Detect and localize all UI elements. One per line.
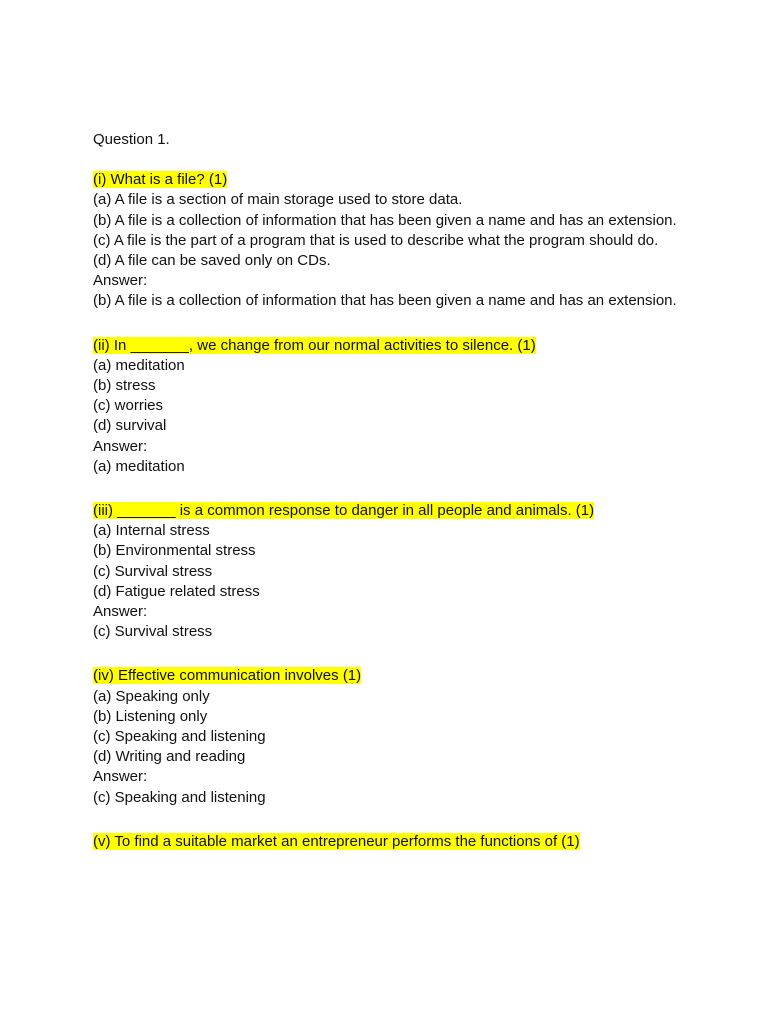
question-option: (b) A file is a collection of information that has been given a name and has an extension. bbox=[93, 211, 677, 229]
question-option: (a) meditation bbox=[93, 356, 185, 374]
question-option: (a) Internal stress bbox=[93, 522, 210, 540]
question-prompt: (iii) _______ is a common response to danger in all people and animals. (1) bbox=[93, 502, 595, 520]
question-option: (b) stress bbox=[93, 377, 156, 395]
answer-label: Answer: bbox=[93, 603, 148, 621]
question-option: (c) Survival stress bbox=[93, 562, 213, 580]
question-block bbox=[93, 832, 693, 852]
document-page bbox=[93, 130, 693, 852]
answer-label: Answer: bbox=[93, 768, 148, 786]
question-block bbox=[93, 501, 693, 642]
question-prompt: (iv) Effective communication involves (1) bbox=[93, 667, 362, 685]
question-block bbox=[93, 170, 693, 311]
answer-text: (a) meditation bbox=[93, 457, 185, 475]
question-option: (a) A file is a section of main storage used to store data. bbox=[93, 191, 463, 209]
answer-text: (c) Survival stress bbox=[93, 623, 213, 641]
question-option: (b) Environmental stress bbox=[93, 542, 256, 560]
question-option: (c) worries bbox=[93, 397, 163, 415]
question-block bbox=[93, 336, 693, 477]
answer-label: Answer: bbox=[93, 272, 148, 290]
page-title: Question 1. bbox=[93, 131, 170, 148]
question-option: (d) Writing and reading bbox=[93, 748, 246, 766]
answer-text: (b) A file is a collection of information that has been given a name and has an extension. bbox=[93, 292, 677, 310]
question-option: (a) Speaking only bbox=[93, 687, 210, 705]
answer-text: (c) Speaking and listening bbox=[93, 788, 266, 806]
question-option: (d) survival bbox=[93, 417, 167, 435]
answer-label: Answer: bbox=[93, 437, 148, 455]
question-option: (b) Listening only bbox=[93, 707, 208, 725]
question-option: (c) Speaking and listening bbox=[93, 728, 266, 746]
question-prompt: (ii) In _______, we change from our normal activities to silence. (1) bbox=[93, 336, 536, 354]
question-block bbox=[93, 666, 693, 807]
question-option: (c) A file is the part of a program that is used to describe what the program should do. bbox=[93, 231, 659, 249]
question-option: (d) Fatigue related stress bbox=[93, 582, 260, 600]
question-prompt: (v) To find a suitable market an entrepreneur performs the functions of (1) bbox=[93, 832, 580, 850]
question-prompt: (i) What is a file? (1) bbox=[93, 171, 228, 189]
question-option: (d) A file can be saved only on CDs. bbox=[93, 252, 331, 270]
